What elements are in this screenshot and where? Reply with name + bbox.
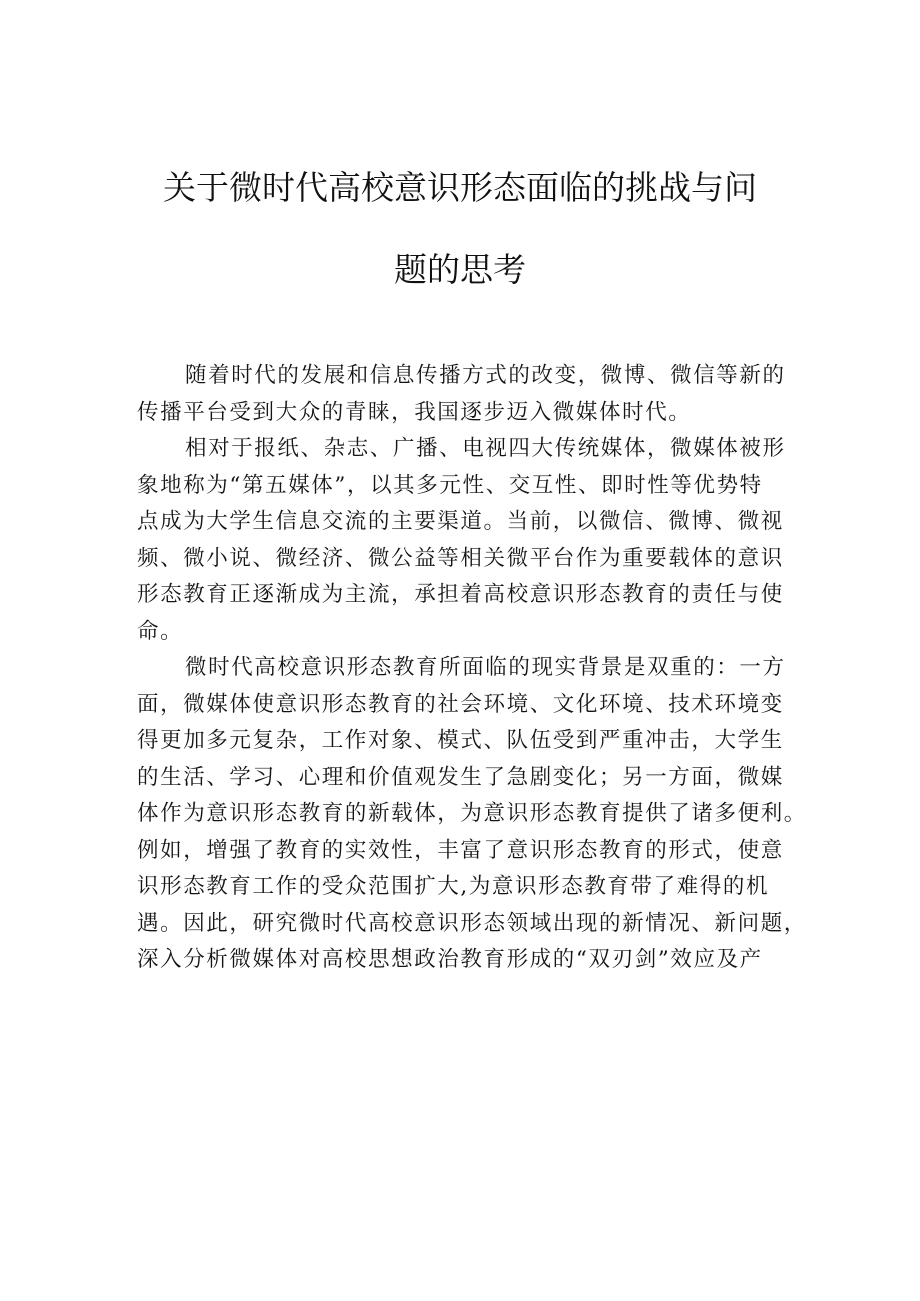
body-line: 形态教育正逐渐成为主流，承担着高校意识形态教育的责任与使 — [137, 582, 784, 607]
body-line: 微时代高校意识形态教育所面临的现实背景是双重的：一方 — [185, 655, 786, 680]
body-line: 相对于报纸、杂志、广播、电视四大传统媒体，微媒体被形 — [185, 436, 786, 461]
document-title-line-1: 关于微时代高校意识形态面临的挑战与问 — [163, 168, 757, 207]
body-line: 随着时代的发展和信息传播方式的改变，微博、微信等新的 — [185, 363, 786, 388]
body-line: 频、微小说、微经济、微公益等相关微平台作为重要载体的意识 — [137, 545, 784, 571]
body-line: 传播平台受到大众的青睐，我国逐步迈入微媒体时代。 — [137, 399, 692, 425]
document-body — [137, 358, 807, 979]
body-line: 识形态教育工作的受众范围扩大,为意识形态教育带了难得的机 — [137, 874, 770, 899]
body-line: 命。 — [137, 618, 184, 644]
body-line: 象地称为“第五媒体”，以其多元性、交互性、即时性等优势特 — [137, 472, 763, 498]
document-title-line-2: 题的思考 — [394, 250, 526, 289]
body-line: 例如，增强了教育的实效性，丰富了意识形态教育的形式，使意 — [137, 837, 784, 863]
body-line: 得更加多元复杂，工作对象、模式、队伍受到严重冲击，大学生 — [137, 728, 784, 753]
body-line: 体作为意识形态教育的新载体，为意识形态教育提供了诸多便利。 — [137, 801, 807, 826]
body-line: 面，微媒体使意识形态教育的社会环境、文化环境、技术环境变 — [137, 691, 784, 717]
body-line: 遇。因此，研究微时代高校意识形态领域出现的新情况、新问题， — [137, 910, 807, 936]
body-line: 点成为大学生信息交流的主要渠道。当前，以微信、微博、微视 — [137, 509, 784, 534]
body-line: 深入分析微媒体对高校思想政治教育形成的“双刃剑”效应及产 — [137, 947, 763, 972]
body-line: 的生活、学习、心理和价值观发生了急剧变化；另一方面，微媒 — [137, 764, 784, 790]
